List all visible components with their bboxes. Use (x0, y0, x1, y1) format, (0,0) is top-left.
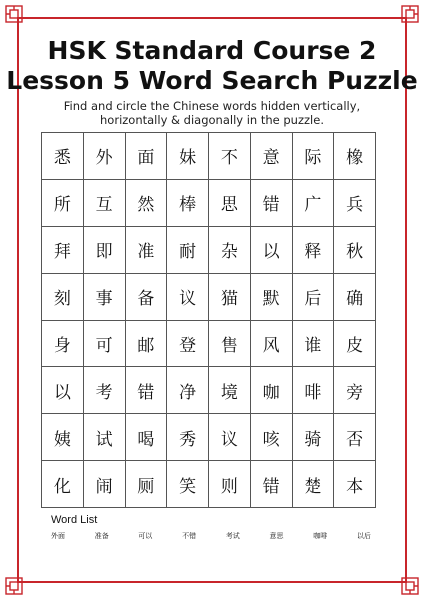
grid-cell[interactable]: 谁 (293, 321, 335, 368)
page-title: HSK Standard Course 2 (47, 36, 377, 65)
grid-cell[interactable]: 猫 (209, 274, 251, 321)
grid-cell[interactable]: 化 (42, 461, 84, 508)
grid-cell[interactable]: 准 (126, 227, 168, 274)
grid-cell[interactable]: 事 (84, 274, 126, 321)
grid-cell[interactable]: 喝 (126, 414, 168, 461)
grid-cell[interactable]: 橡 (334, 133, 376, 180)
grid-cell[interactable]: 错 (251, 461, 293, 508)
grid-cell[interactable]: 考 (84, 367, 126, 414)
corner-ornament-icon (5, 577, 23, 595)
grid-cell[interactable]: 楚 (293, 461, 335, 508)
grid-cell[interactable]: 外 (84, 133, 126, 180)
word-list-item: 可以 (138, 532, 153, 540)
grid-cell[interactable]: 默 (251, 274, 293, 321)
grid-cell[interactable]: 杂 (209, 227, 251, 274)
grid-cell[interactable]: 邮 (126, 321, 168, 368)
word-list-item: 考试 (225, 532, 240, 540)
grid-cell[interactable]: 试 (84, 414, 126, 461)
page-subtitle: Lesson 5 Word Search Puzzle (6, 66, 418, 95)
grid-cell[interactable]: 后 (293, 274, 335, 321)
word-list-item: 以后 (356, 532, 371, 540)
corner-ornament-icon (401, 5, 419, 23)
instructions: Find and circle the Chinese words hidden vertically, horizontally & diagonally in the puzzle. (63, 99, 361, 127)
grid-cell[interactable]: 咖 (251, 367, 293, 414)
grid-cell[interactable]: 错 (251, 180, 293, 227)
word-list-item: 准备 (94, 532, 109, 540)
grid-cell[interactable]: 售 (209, 321, 251, 368)
grid-cell[interactable]: 释 (293, 227, 335, 274)
grid-cell[interactable]: 净 (167, 367, 209, 414)
grid-cell[interactable]: 本 (334, 461, 376, 508)
word-list-title: Word List (51, 514, 98, 526)
grid-cell[interactable]: 际 (293, 133, 335, 180)
grid-cell[interactable]: 妹 (167, 133, 209, 180)
grid-cell[interactable]: 错 (126, 367, 168, 414)
corner-ornament-icon (5, 5, 23, 23)
grid-cell[interactable]: 所 (42, 180, 84, 227)
word-list-item: 意思 (269, 532, 284, 540)
grid-cell[interactable]: 骑 (293, 414, 335, 461)
grid-cell[interactable]: 秋 (334, 227, 376, 274)
grid-cell[interactable]: 风 (251, 321, 293, 368)
grid-cell[interactable]: 否 (334, 414, 376, 461)
grid-cell[interactable]: 议 (209, 414, 251, 461)
word-list-item: 外面 (51, 532, 65, 540)
grid-cell[interactable]: 悉 (42, 133, 84, 180)
grid-cell[interactable]: 议 (167, 274, 209, 321)
grid-cell[interactable]: 然 (126, 180, 168, 227)
grid-cell[interactable]: 刻 (42, 274, 84, 321)
grid-cell[interactable]: 兵 (334, 180, 376, 227)
grid-cell[interactable]: 身 (42, 321, 84, 368)
grid-cell[interactable]: 厕 (126, 461, 168, 508)
word-list (51, 531, 371, 541)
grid-cell[interactable]: 则 (209, 461, 251, 508)
grid-cell[interactable]: 即 (84, 227, 126, 274)
word-list-item: 咖啡 (313, 532, 328, 540)
grid-cell[interactable]: 棒 (167, 180, 209, 227)
grid-cell[interactable]: 登 (167, 321, 209, 368)
grid-cell[interactable]: 笑 (167, 461, 209, 508)
grid-cell[interactable]: 思 (209, 180, 251, 227)
grid-cell[interactable]: 皮 (334, 321, 376, 368)
corner-ornament-icon (401, 577, 419, 595)
grid-cell[interactable]: 耐 (167, 227, 209, 274)
grid-cell[interactable]: 确 (334, 274, 376, 321)
grid-cell[interactable]: 闹 (84, 461, 126, 508)
grid-cell[interactable]: 拜 (42, 227, 84, 274)
grid-cell[interactable]: 意 (251, 133, 293, 180)
grid-cell[interactable]: 旁 (334, 367, 376, 414)
grid-cell[interactable]: 不 (209, 133, 251, 180)
grid-cell[interactable]: 姨 (42, 414, 84, 461)
grid-cell[interactable]: 秀 (167, 414, 209, 461)
grid-cell[interactable]: 以 (251, 227, 293, 274)
word-search-grid (41, 132, 376, 508)
grid-cell[interactable]: 可 (84, 321, 126, 368)
grid-cell[interactable]: 面 (126, 133, 168, 180)
word-list-item: 不错 (182, 532, 197, 540)
grid-cell[interactable]: 以 (42, 367, 84, 414)
grid-cell[interactable]: 境 (209, 367, 251, 414)
grid-cell[interactable]: 啡 (293, 367, 335, 414)
grid-cell[interactable]: 广 (293, 180, 335, 227)
grid-cell[interactable]: 互 (84, 180, 126, 227)
grid-cell[interactable]: 备 (126, 274, 168, 321)
grid-cell[interactable]: 咳 (251, 414, 293, 461)
